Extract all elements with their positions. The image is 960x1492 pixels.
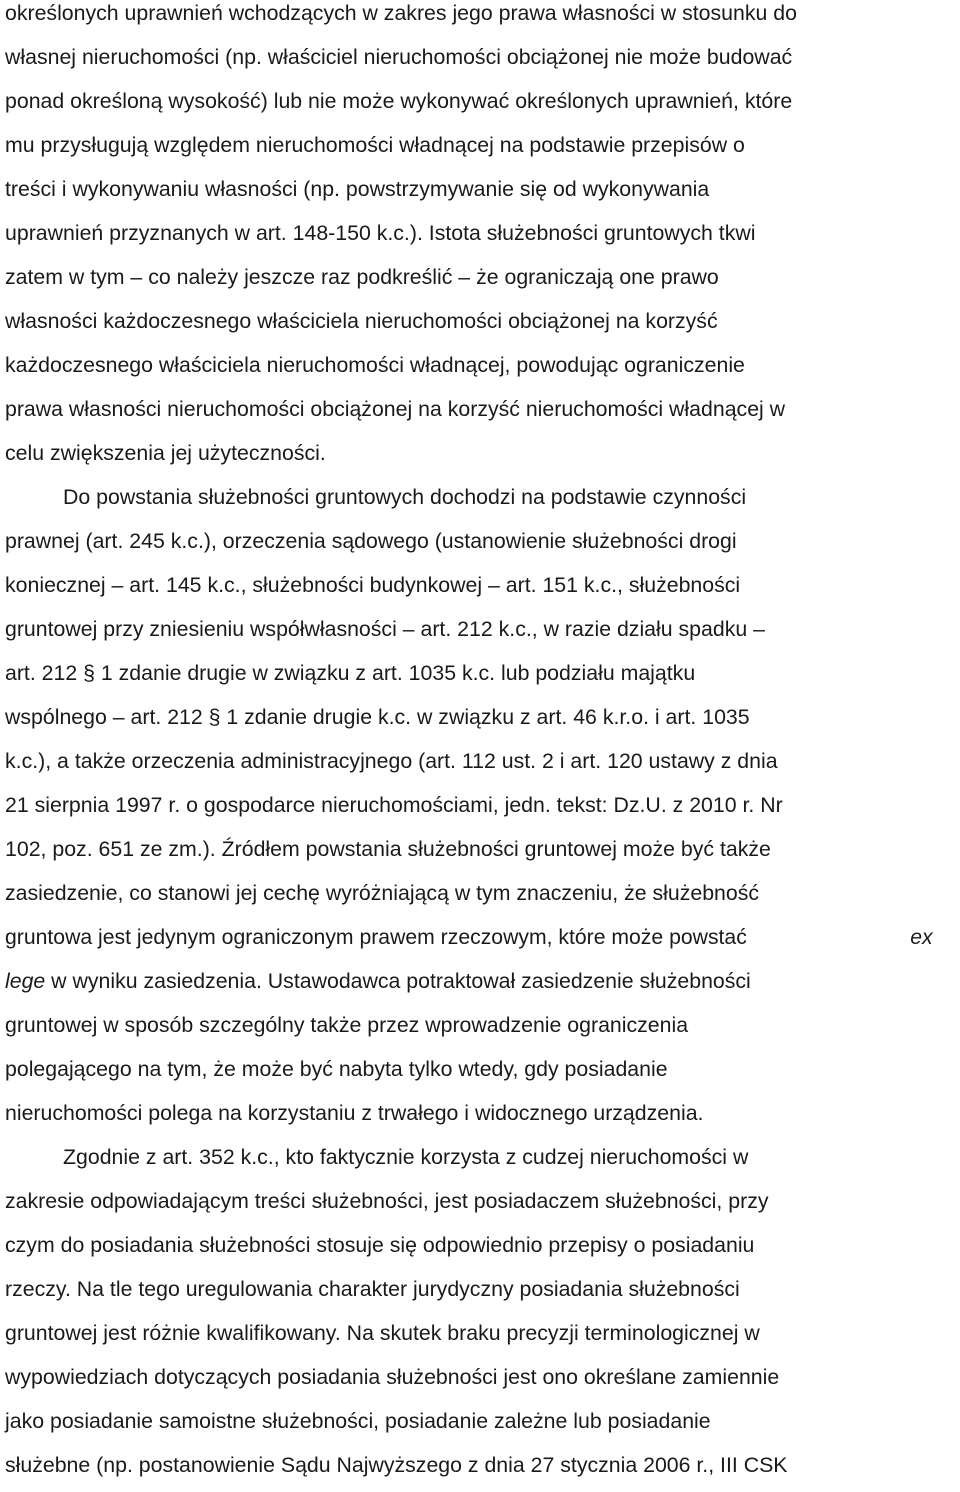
italic-term: lege [5, 969, 46, 993]
text-line: prawnej (art. 245 k.c.), orzeczenia sądowego (ustanowienie służebności drogi [5, 529, 737, 553]
text-line [5, 922, 955, 952]
text-line: jako posiadanie samoistne służebności, posiadanie zależne lub posiadanie [5, 1409, 711, 1433]
text-line: własności każdoczesnego właściciela nieruchomości obciążonej na korzyść [5, 309, 718, 333]
text-line: celu zwiększenia jej użyteczności. [5, 441, 326, 465]
text-line: art. 212 § 1 zdanie drugie w związku z art. 1035 k.c. lub podziału majątku [5, 661, 696, 685]
text-line: koniecznej – art. 145 k.c., służebności budynkowej – art. 151 k.c., służebności [5, 573, 741, 597]
text-line: własnej nieruchomości (np. właściciel nieruchomości obciążonej nie może budować [5, 45, 793, 69]
text-line: prawa własności nieruchomości obciążonej na korzyść nieruchomości władnącej w [5, 397, 786, 421]
text-line: wspólnego – art. 212 § 1 zdanie drugie k.c. w związku z art. 46 k.r.o. i art. 1035 [5, 705, 750, 729]
text-segment: w wyniku zasiedzenia. Ustawodawca potraktował zasiedzenie służebności [45, 969, 751, 993]
text-line: wypowiedziach dotyczących posiadania służebności jest ono określane zamiennie [5, 1365, 780, 1389]
text-line: gruntowej w sposób szczególny także przez wprowadzenie ograniczenia [5, 1013, 689, 1037]
text-line: zasiedzenie, co stanowi jej cechę wyróżniającą w tym znaczeniu, że służebność [5, 881, 760, 905]
text-line: mu przysługują względem nieruchomości władnącej na podstawie przepisów o [5, 133, 745, 157]
italic-term: ex [910, 925, 933, 949]
text-line: 21 sierpnia 1997 r. o gospodarce nieruchomościami, jedn. tekst: Dz.U. z 2010 r. Nr [5, 793, 783, 817]
text-line: ponad określoną wysokość) lub nie może wykonywać określonych uprawnień, które [5, 89, 793, 113]
text-line: uprawnień przyznanych w art. 148-150 k.c.). Istota służebności gruntowych tkwi [5, 221, 756, 245]
text-line: określonych uprawnień wchodzących w zakres jego prawa własności w stosunku do [5, 1, 797, 25]
text-line: rzeczy. Na tle tego uregulowania charakter jurydyczny posiadania służebności [5, 1277, 740, 1301]
text-line: zatem w tym – co należy jeszcze raz podkreślić – że ograniczają one prawo [5, 265, 719, 289]
text-line: 102, poz. 651 ze zm.). Źródłem powstania służebności gruntowej może być także [5, 837, 771, 861]
text-line: gruntowej jest różnie kwalifikowany. Na skutek braku precyzji terminologicznej w [5, 1321, 760, 1345]
text-line: zakresie odpowiadającym treści służebności, jest posiadaczem służebności, przy [5, 1189, 769, 1213]
text-line: każdoczesnego właściciela nieruchomości władnącej, powodując ograniczenie [5, 353, 745, 377]
text-line: polegającego na tym, że może być nabyta tylko wtedy, gdy posiadanie [5, 1057, 668, 1081]
text-line: służebne (np. postanowienie Sądu Najwyższego z dnia 27 stycznia 2006 r., III CSK [5, 1453, 788, 1477]
paragraph-first-line: Zgodnie z art. 352 k.c., kto faktycznie korzysta z cudzej nieruchomości w [63, 1145, 749, 1169]
text-line: treści i wykonywaniu własności (np. powstrzymywanie się od wykonywania [5, 177, 710, 201]
text-line: k.c.), a także orzeczenia administracyjnego (art. 112 ust. 2 i art. 120 ustawy z dnia [5, 749, 778, 773]
text-line: czym do posiadania służebności stosuje się odpowiednio przepisy o posiadaniu [5, 1233, 755, 1257]
text-segment: gruntowa jest jedynym ograniczonym prawem rzeczowym, które może powstać [5, 925, 747, 949]
text-line: nieruchomości polega na korzystaniu z trwałego i widocznego urządzenia. [5, 1101, 704, 1125]
text-line [5, 966, 751, 996]
paragraph-first-line: Do powstania służebności gruntowych dochodzi na podstawie czynności [63, 485, 747, 509]
text-line: gruntowej przy zniesieniu współwłasności – art. 212 k.c., w razie działu spadku – [5, 617, 765, 641]
